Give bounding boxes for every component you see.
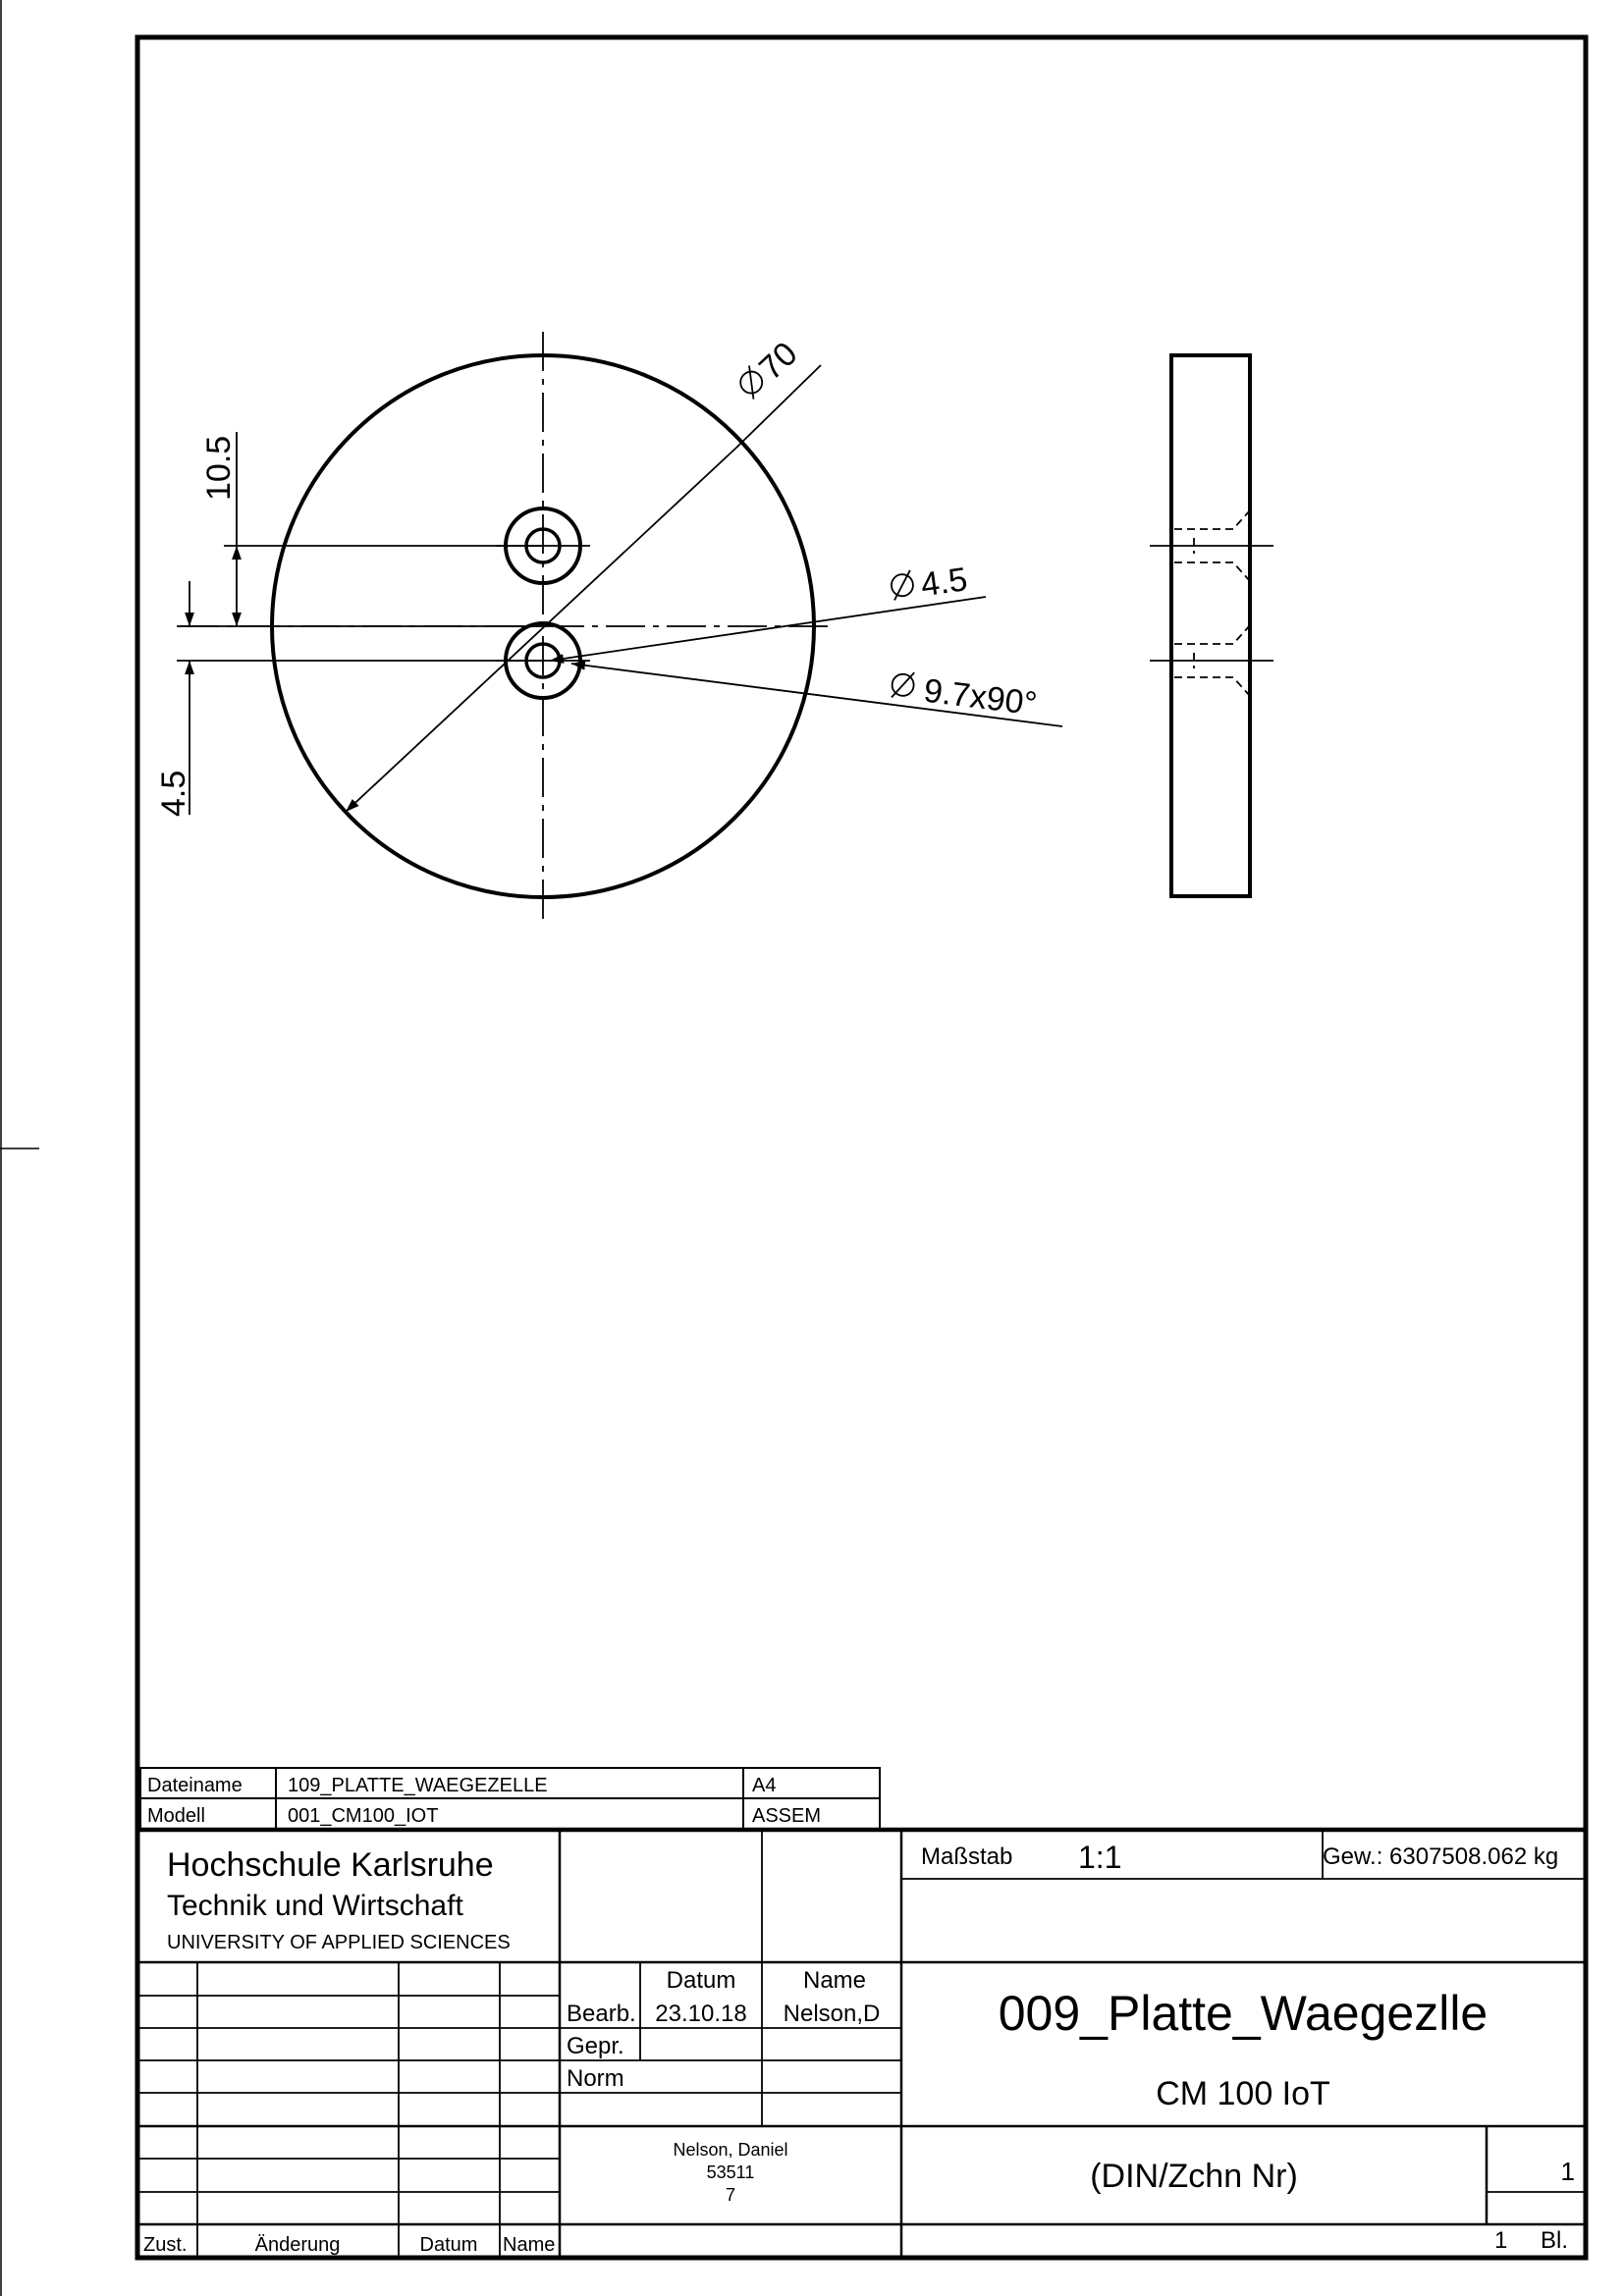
rev-zust-label: Zust.: [143, 2234, 188, 2256]
rev-datum-label: Datum: [419, 2234, 478, 2256]
din-number: (DIN/Zchn Nr): [1090, 2158, 1298, 2195]
part-title: 009_Platte_Waegezlle: [998, 1986, 1489, 2041]
dim-csink-text: 9.7x90°: [921, 671, 1040, 723]
dim-dia70-line: [346, 448, 736, 812]
school-subtitle: UNIVERSITY OF APPLIED SCIENCES: [167, 1932, 511, 1953]
school-name: Hochschule Karlsruhe: [167, 1846, 494, 1884]
row-bearb-label: Bearb.: [567, 2001, 636, 2027]
drawing-frame: [137, 37, 1586, 2258]
sheet-total: 1: [1494, 2227, 1508, 2254]
scale-label: Maßstab: [921, 1843, 1013, 1870]
row-norm-label: Norm: [567, 2065, 624, 2092]
col-name-header: Name: [802, 1967, 867, 1994]
type-value: ASSEM: [752, 1805, 822, 1827]
dim-hole-leader: [550, 597, 986, 661]
school-faculty: Technik und Wirtschaft: [167, 1890, 463, 1922]
scale-value: 1:1: [1078, 1840, 1122, 1875]
side-view: [1150, 355, 1273, 896]
filename-value: 109_PLATTE_WAEGEZELLE: [288, 1775, 548, 1796]
row-gepr-label: Gepr.: [567, 2033, 624, 2059]
weight-value: Gew.: 6307508.062 kg: [1323, 1843, 1559, 1870]
model-value: 001_CM100_IOT: [288, 1805, 439, 1827]
bearb-name: Nelson,D: [783, 2001, 881, 2027]
rev-aenderung-label: Änderung: [254, 2234, 341, 2256]
dim-dia70: [732, 335, 804, 405]
model-label: Modell: [147, 1805, 205, 1827]
project-name: CM 100 IoT: [1156, 2075, 1330, 2112]
author-id: 53511: [706, 2163, 755, 2182]
dim-4-5-text: 4.5: [155, 770, 192, 817]
rev-name-label: Name: [503, 2234, 556, 2256]
side-view-outline: [1171, 355, 1250, 896]
sheet-number: 1: [1560, 2157, 1575, 2186]
dim-hole-text: 4.5: [918, 561, 970, 605]
col-datum-header: Datum: [666, 1967, 736, 1994]
author-number: 7: [725, 2185, 736, 2205]
dim-10-5-text: 10.5: [200, 435, 238, 501]
filename-label: Dateiname: [147, 1775, 243, 1796]
format-value: A4: [752, 1775, 777, 1796]
author-name: Nelson, Daniel: [673, 2140, 788, 2160]
sheet-label: Bl.: [1541, 2227, 1569, 2254]
bearb-date: 23.10.18: [655, 2001, 747, 2027]
dim-dia70-text: 70: [752, 335, 805, 388]
